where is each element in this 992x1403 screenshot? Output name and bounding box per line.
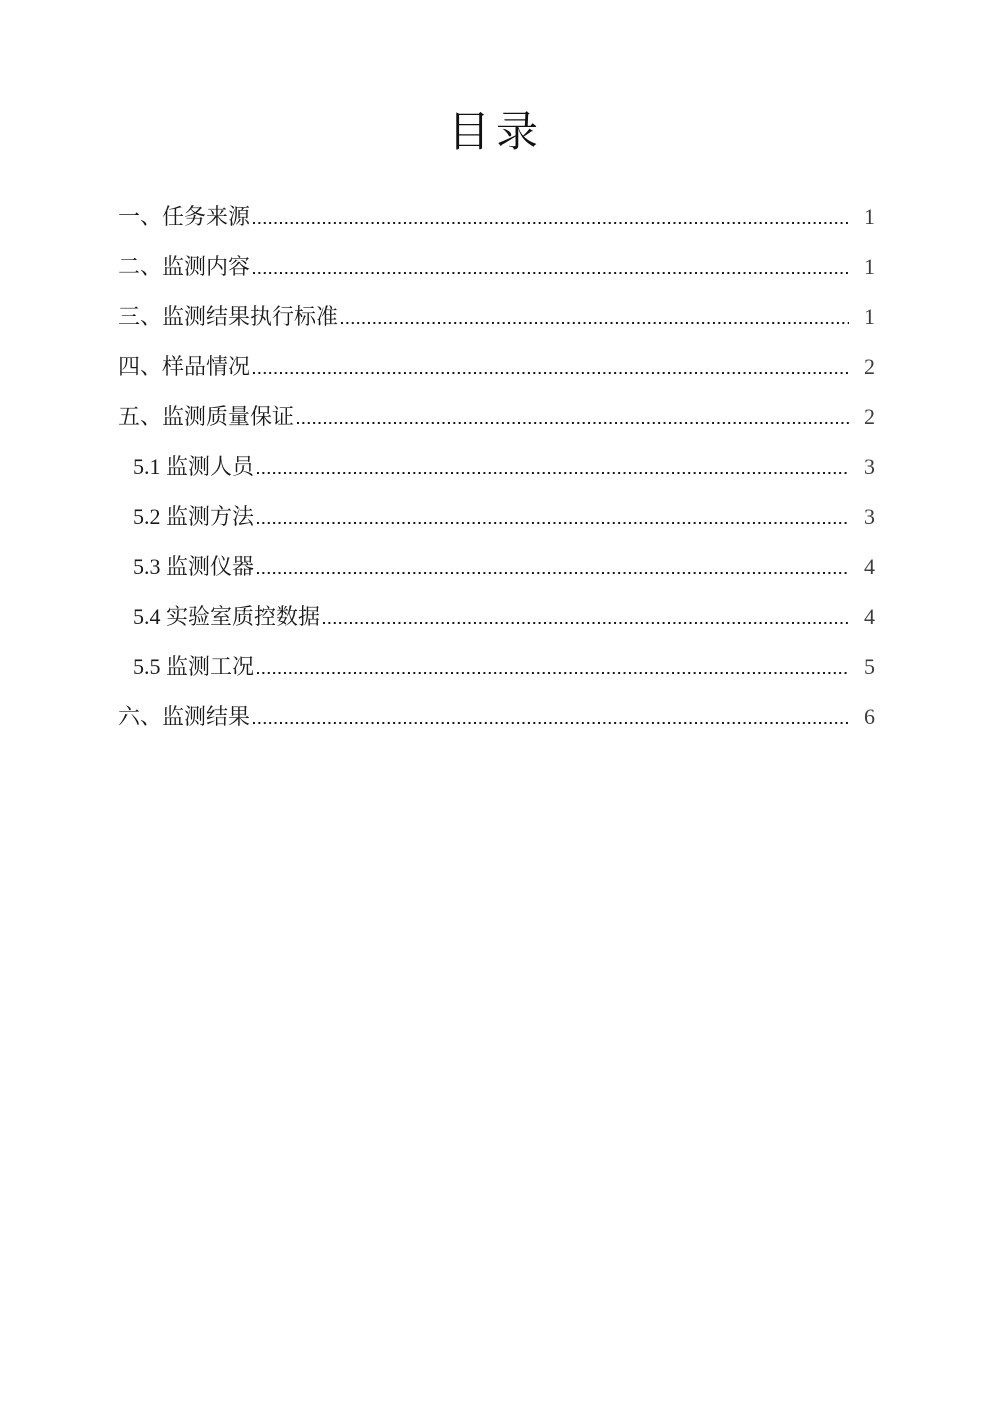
toc-entry[interactable]	[118, 692, 875, 742]
dot-leader	[257, 570, 849, 574]
toc-entry-label: 四、样品情况	[118, 354, 251, 380]
toc-entry-label: 5.1 监测人员	[133, 454, 255, 480]
toc-entry-page-number: 2	[864, 404, 875, 430]
toc-entry-label: 5.3 监测仪器	[133, 554, 255, 580]
toc-entry-label: 5.5 监测工况	[133, 654, 255, 680]
toc-entry[interactable]	[118, 542, 875, 592]
toc-entry-page-number: 3	[864, 504, 875, 530]
toc-entry-page-number: 1	[864, 204, 875, 230]
page-title: 目录	[447, 110, 544, 156]
toc-entry-label: 六、监测结果	[118, 704, 251, 730]
toc-entry[interactable]	[118, 342, 875, 392]
dot-leader	[323, 620, 849, 624]
toc-entry-page-number: 5	[864, 654, 875, 680]
toc-entry-page-number: 2	[864, 354, 875, 380]
dot-leader	[257, 470, 849, 474]
dot-leader	[253, 720, 849, 724]
table-of-contents	[0, 192, 992, 742]
toc-entry[interactable]	[118, 642, 875, 692]
dot-leader	[257, 520, 849, 524]
toc-entry-page-number: 6	[864, 704, 875, 730]
dot-leader	[297, 420, 849, 424]
toc-entry[interactable]	[118, 592, 875, 642]
toc-entry[interactable]	[118, 242, 875, 292]
dot-leader	[341, 320, 849, 324]
toc-entry-label: 5.4 实验室质控数据	[133, 604, 321, 630]
toc-entry-page-number: 1	[864, 304, 875, 330]
toc-entry-label: 三、监测结果执行标准	[118, 304, 339, 330]
toc-entry-label: 五、监测质量保证	[118, 404, 295, 430]
toc-entry-label: 一、任务来源	[118, 204, 251, 230]
toc-entry-label: 二、监测内容	[118, 254, 251, 280]
toc-entry[interactable]	[118, 492, 875, 542]
toc-entry-page-number: 1	[864, 254, 875, 280]
toc-entry[interactable]	[118, 192, 875, 242]
toc-entry[interactable]	[118, 392, 875, 442]
dot-leader	[257, 670, 849, 674]
toc-entry[interactable]	[118, 292, 875, 342]
toc-entry-page-number: 3	[864, 454, 875, 480]
toc-entry[interactable]	[118, 442, 875, 492]
toc-entry-page-number: 4	[864, 604, 875, 630]
toc-entry-page-number: 4	[864, 554, 875, 580]
dot-leader	[253, 270, 849, 274]
dot-leader	[253, 370, 849, 374]
toc-entry-label: 5.2 监测方法	[133, 504, 255, 530]
dot-leader	[253, 220, 849, 224]
